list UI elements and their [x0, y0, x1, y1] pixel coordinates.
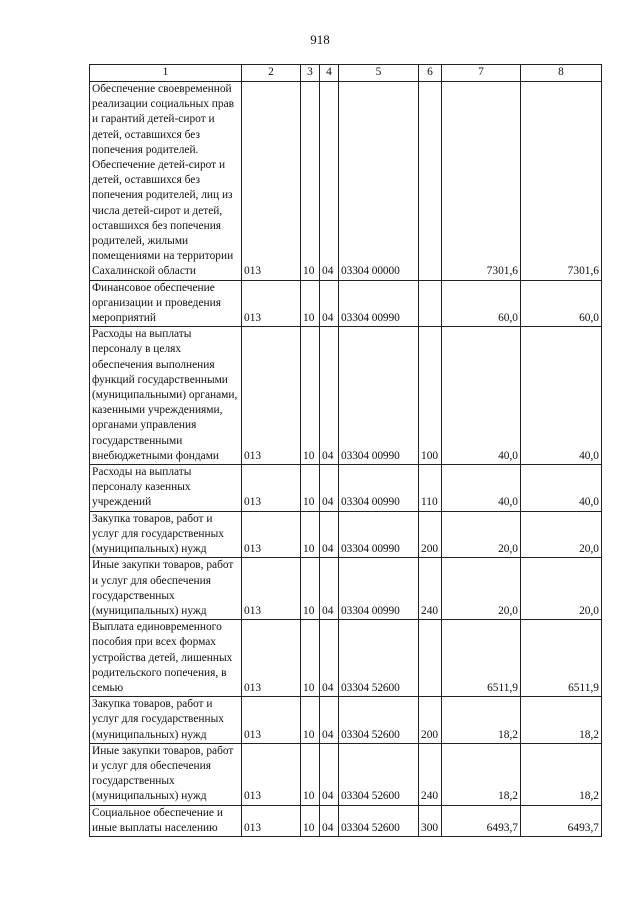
header-row	[90, 65, 602, 82]
expense-type-cell: 240	[419, 743, 442, 805]
subsection-code-cell: 04	[320, 82, 339, 281]
expense-type-cell: 110	[419, 465, 442, 512]
grbs-code-cell: 013	[242, 743, 301, 805]
target-article-cell: 03304 00990	[339, 327, 419, 465]
expense-type-cell: 200	[419, 697, 442, 744]
table-row	[90, 620, 602, 697]
table-row	[90, 805, 602, 836]
target-article-cell: 03304 00000	[339, 82, 419, 281]
target-article-cell: 03304 00990	[339, 465, 419, 512]
section-code-cell: 10	[301, 511, 320, 558]
subsection-code-cell: 04	[320, 280, 339, 327]
target-article-cell: 03304 52600	[339, 743, 419, 805]
section-code-cell: 10	[301, 743, 320, 805]
column-header: 6	[419, 65, 442, 82]
section-code-cell: 10	[301, 558, 320, 620]
target-article-cell: 03304 00990	[339, 511, 419, 558]
subsection-code-cell: 04	[320, 620, 339, 697]
table-row	[90, 697, 602, 744]
amount-cell: 40,0	[442, 327, 521, 465]
amount-cell: 40,0	[442, 465, 521, 512]
subsection-code-cell: 04	[320, 558, 339, 620]
section-code-cell: 10	[301, 620, 320, 697]
row-name-cell: Выплата единовременного пособия при всех формах устройства детей, лишенных родительского попечения, в семью	[90, 620, 242, 697]
expense-type-cell	[419, 82, 442, 281]
amount-cell: 7301,6	[521, 82, 602, 281]
row-name-cell: Иные закупки товаров, работ и услуг для обеспечения государственных (муниципальных) нужд	[90, 743, 242, 805]
expense-type-cell: 240	[419, 558, 442, 620]
grbs-code-cell: 013	[242, 465, 301, 512]
table-row	[90, 465, 602, 512]
subsection-code-cell: 04	[320, 465, 339, 512]
budget-table	[89, 64, 602, 837]
column-header: 3	[301, 65, 320, 82]
expense-type-cell	[419, 620, 442, 697]
row-name-cell: Обеспечение своевременной реализации социальных прав и гарантий детей-сирот и детей, оставшихся без попечения родителей. Обеспечение детей-сирот и детей, оставшихся без попечения родителей, лиц из числа детей-сирот и детей, оставшихся без попечения родителей, жилыми помещениями на территории Сахалинской области	[90, 82, 242, 281]
grbs-code-cell: 013	[242, 558, 301, 620]
amount-cell: 6511,9	[521, 620, 602, 697]
subsection-code-cell: 04	[320, 805, 339, 836]
subsection-code-cell: 04	[320, 327, 339, 465]
target-article-cell: 03304 52600	[339, 620, 419, 697]
table-row	[90, 558, 602, 620]
amount-cell: 60,0	[442, 280, 521, 327]
table-row	[90, 82, 602, 281]
expense-type-cell: 200	[419, 511, 442, 558]
column-header: 4	[320, 65, 339, 82]
row-name-cell: Расходы на выплаты персоналу в целях обеспечения выполнения функций государственными (муниципальными) органами, казенными учреждениями, органами управления государственными внебюджетными фондами	[90, 327, 242, 465]
table-row	[90, 280, 602, 327]
expense-type-cell: 300	[419, 805, 442, 836]
row-name-cell: Социальное обеспечение и иные выплаты населению	[90, 805, 242, 836]
section-code-cell: 10	[301, 465, 320, 512]
target-article-cell: 03304 52600	[339, 697, 419, 744]
expense-type-cell	[419, 280, 442, 327]
column-header: 5	[339, 65, 419, 82]
section-code-cell: 10	[301, 805, 320, 836]
row-name-cell: Закупка товаров, работ и услуг для государственных (муниципальных) нужд	[90, 697, 242, 744]
subsection-code-cell: 04	[320, 743, 339, 805]
column-header: 7	[442, 65, 521, 82]
page-number: 918	[310, 32, 330, 47]
amount-cell: 18,2	[521, 743, 602, 805]
table-row	[90, 327, 602, 465]
amount-cell: 20,0	[521, 511, 602, 558]
column-header: 8	[521, 65, 602, 82]
amount-cell: 18,2	[442, 743, 521, 805]
grbs-code-cell: 013	[242, 327, 301, 465]
grbs-code-cell: 013	[242, 511, 301, 558]
row-name-cell: Расходы на выплаты персоналу казенных учреждений	[90, 465, 242, 512]
target-article-cell: 03304 00990	[339, 280, 419, 327]
grbs-code-cell: 013	[242, 620, 301, 697]
amount-cell: 6511,9	[442, 620, 521, 697]
amount-cell: 20,0	[442, 511, 521, 558]
amount-cell: 20,0	[442, 558, 521, 620]
column-header: 1	[90, 65, 242, 82]
subsection-code-cell: 04	[320, 697, 339, 744]
section-code-cell: 10	[301, 82, 320, 281]
amount-cell: 18,2	[442, 697, 521, 744]
amount-cell: 40,0	[521, 327, 602, 465]
amount-cell: 40,0	[521, 465, 602, 512]
amount-cell: 18,2	[521, 697, 602, 744]
grbs-code-cell: 013	[242, 82, 301, 281]
expense-type-cell: 100	[419, 327, 442, 465]
amount-cell: 60,0	[521, 280, 602, 327]
amount-cell: 7301,6	[442, 82, 521, 281]
table-row	[90, 743, 602, 805]
table-row	[90, 511, 602, 558]
amount-cell: 6493,7	[521, 805, 602, 836]
section-code-cell: 10	[301, 697, 320, 744]
subsection-code-cell: 04	[320, 511, 339, 558]
target-article-cell: 03304 00990	[339, 558, 419, 620]
amount-cell: 20,0	[521, 558, 602, 620]
row-name-cell: Закупка товаров, работ и услуг для государственных (муниципальных) нужд	[90, 511, 242, 558]
row-name-cell: Финансовое обеспечение организации и проведения мероприятий	[90, 280, 242, 327]
section-code-cell: 10	[301, 327, 320, 465]
row-name-cell: Иные закупки товаров, работ и услуг для обеспечения государственных (муниципальных) нужд	[90, 558, 242, 620]
column-header: 2	[242, 65, 301, 82]
target-article-cell: 03304 52600	[339, 805, 419, 836]
grbs-code-cell: 013	[242, 805, 301, 836]
grbs-code-cell: 013	[242, 280, 301, 327]
section-code-cell: 10	[301, 280, 320, 327]
amount-cell: 6493,7	[442, 805, 521, 836]
grbs-code-cell: 013	[242, 697, 301, 744]
